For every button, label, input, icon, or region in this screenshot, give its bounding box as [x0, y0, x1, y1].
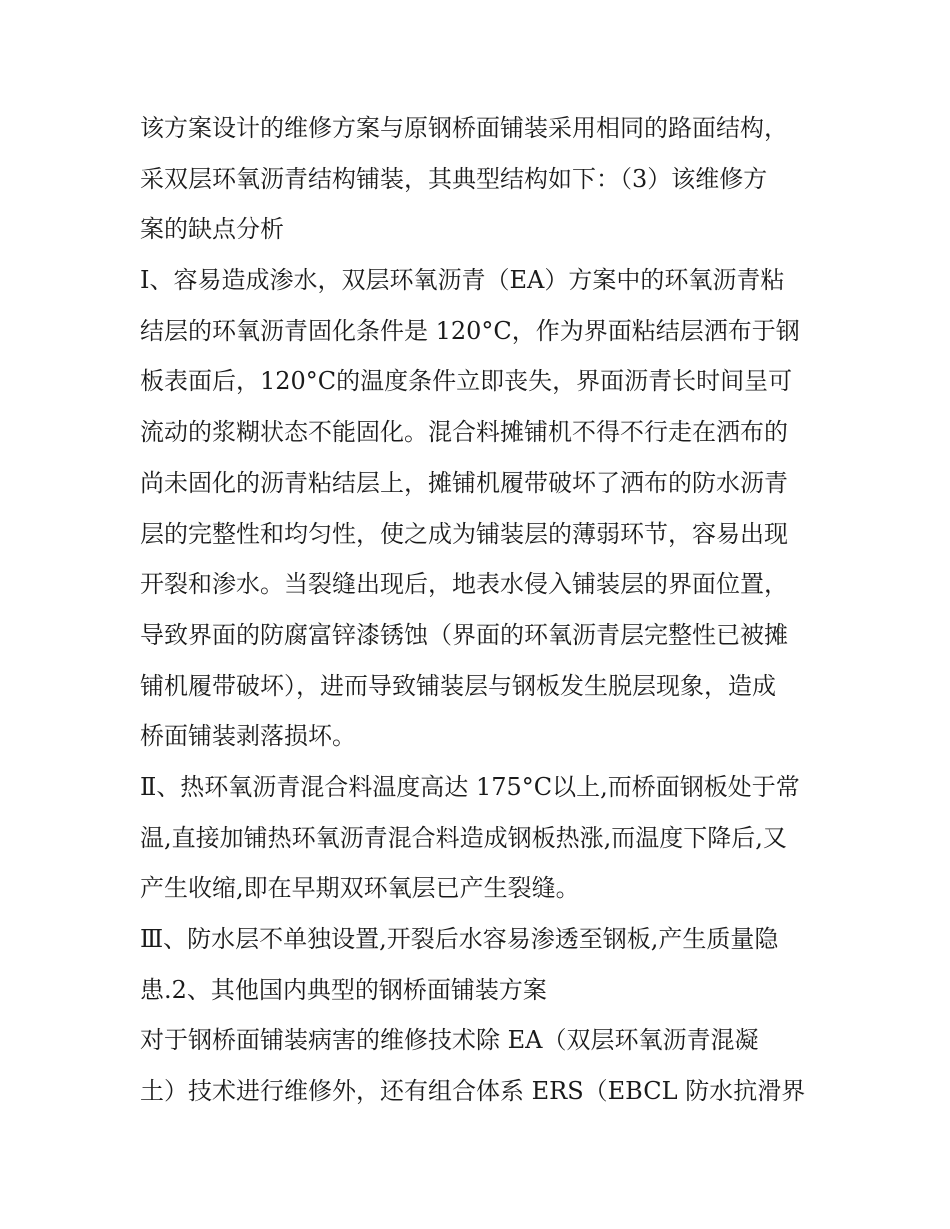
text-line: 桥面铺装剥落损坏。: [140, 722, 356, 751]
text-line: 铺机履带破坏），进而导致铺装层与钢板发生脱层现象，造成: [140, 671, 776, 700]
text-line: 产生收缩,即在早期双环氧层已产生裂缝。: [140, 874, 580, 903]
text-line: 案的缺点分析: [140, 215, 284, 244]
text-line: 对于钢桥面铺装病害的维修技术除 EA（双层环氧沥青混凝: [140, 1026, 759, 1055]
text-line: 结层的环氧沥青固化条件是 120°C，作为界面粘结层洒布于钢: [140, 316, 800, 345]
text-line: 流动的浆糊状态不能固化。混合料摊铺机不得不行走在洒布的: [140, 418, 788, 447]
text-line: 土）技术进行维修外，还有组合体系 ERS（EBCL 防水抗滑界: [140, 1077, 806, 1106]
text-line: 温,直接加铺热环氧沥青混合料造成钢板热涨,而温度下降后,又: [140, 823, 787, 852]
body-text: [140, 103, 820, 1117]
text-line: 导致界面的防腐富锌漆锈蚀（界面的环氧沥青层完整性已被摊: [140, 620, 788, 649]
text-line: I、容易造成渗水，双层环氧沥青（EA）方案中的环氧沥青粘: [140, 266, 785, 295]
text-line: Ⅱ、热环氧沥青混合料温度高达 175°C以上,而桥面钢板处于常: [140, 772, 800, 801]
text-line: 开裂和渗水。当裂缝出现后，地表水侵入铺装层的界面位置，: [140, 570, 788, 599]
text-line: 采双层环氧沥青结构铺装，其典型结构如下：（3）该维修方: [140, 164, 768, 193]
text-line: Ⅲ、防水层不单独设置,开裂后水容易渗透至钢板,产生质量隐: [140, 925, 779, 953]
text-line: 该方案设计的维修方案与原钢桥面铺装采用相同的路面结构，: [140, 114, 788, 142]
text-line: 板表面后，120°C的温度条件立即丧失，界面沥青长时间呈可: [140, 367, 793, 396]
text-line: 层的完整性和均匀性，使之成为铺装层的薄弱环节，容易出现: [140, 519, 788, 548]
text-line: 尚未固化的沥青粘结层上，摊铺机履带破坏了洒布的防水沥青: [140, 468, 788, 497]
text-line: 患.2、其他国内典型的钢桥面铺装方案: [140, 975, 547, 1004]
